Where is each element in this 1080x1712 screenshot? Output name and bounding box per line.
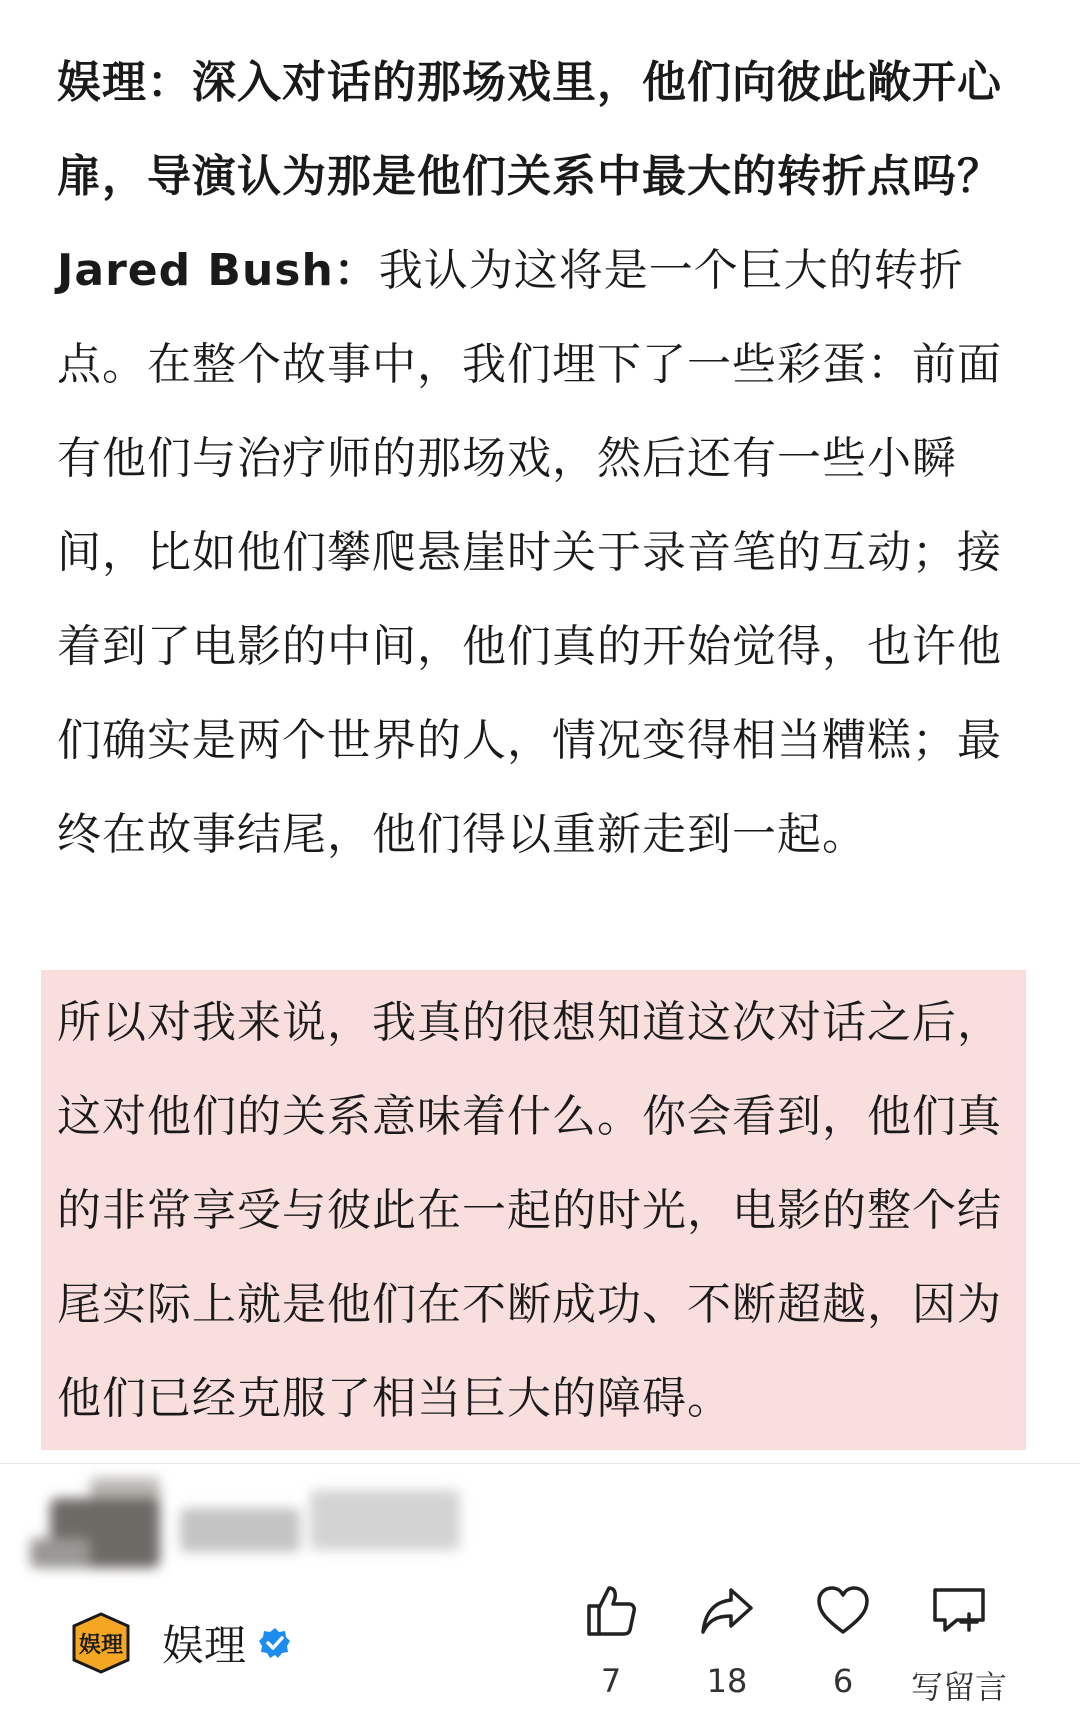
share-icon <box>697 1580 757 1640</box>
share-count: 18 <box>706 1662 748 1700</box>
avatar-logo-text: 娱理 <box>78 1633 124 1658</box>
article-body <box>57 36 1027 882</box>
answer-text: 我认为这将是一个巨大的转折点。在整个故事中，我们埋下了一些彩蛋：前面有他们与治疗师的那场戏，然后还有一些小瞬间，比如他们攀爬悬崖时关于录音笔的互动；接着到了电影的中间，他们真的开始觉得，也许他们确实是两个世界的人，情况变得相当糟糕；最终在故事结尾，他们得以重新走到一起。 <box>57 245 1002 860</box>
comment-label: 写留言 <box>910 1668 1007 1706</box>
like-count: 7 <box>600 1662 622 1700</box>
post-footer <box>0 1580 1080 1712</box>
account-name[interactable]: 娱理 <box>162 1621 247 1670</box>
account-info[interactable] <box>70 1608 292 1678</box>
avatar[interactable] <box>70 1612 132 1674</box>
answer-paragraph <box>57 224 1027 882</box>
divider <box>0 1463 1080 1464</box>
answer-speaker: Jared Bush： <box>57 245 379 296</box>
share-button[interactable] <box>672 1580 782 1700</box>
highlighted-quote <box>41 970 1026 1450</box>
like-button[interactable] <box>556 1580 666 1700</box>
thumbs-up-icon <box>581 1580 641 1640</box>
favorite-count: 6 <box>832 1662 854 1700</box>
question-paragraph: 娱理：深入对话的那场戏里，他们向彼此敞开心扉，导演认为那是他们关系中最大的转折点吗？ <box>57 57 1002 202</box>
favorite-button[interactable] <box>788 1580 898 1700</box>
highlight-text: 所以对我来说，我真的很想知道这次对话之后，这对他们的关系意味着什么。你会看到，他们真的非常享受与彼此在一起的时光，电影的整个结尾实际上就是他们在不断成功、不断超越，因为他们已经克服了相当巨大的障碍。 <box>57 997 1002 1424</box>
comment-icon <box>929 1580 989 1640</box>
comment-button[interactable] <box>904 1580 1014 1708</box>
blurred-author-area <box>30 1470 470 1580</box>
heart-icon <box>813 1580 873 1640</box>
verified-badge-icon <box>258 1626 292 1660</box>
